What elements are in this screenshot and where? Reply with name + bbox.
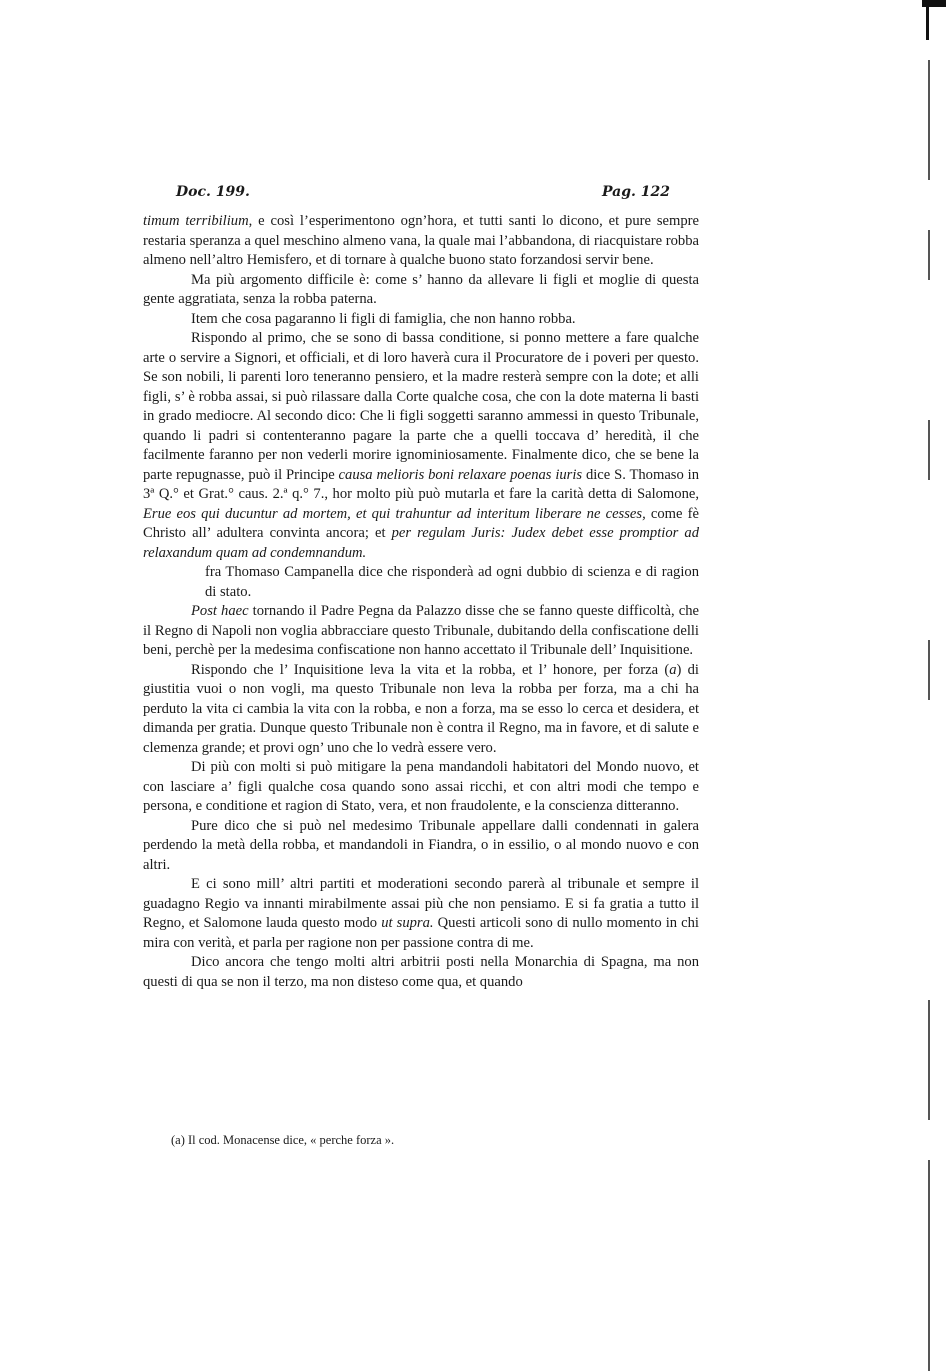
italic-text: Erue eos qui ducuntur ad mortem, et qui trahuntur ad interitum liberare ne cesses, [143, 505, 646, 522]
paragraph [143, 212, 699, 271]
paragraph [143, 661, 699, 759]
text-run: Dico ancora che tengo molti altri arbitrii posti nella Monarchia di Spagna, ma non questi di qua se non il terzo, ma non disteso come qua, et quando [143, 954, 699, 990]
text-run: Ma più argomento difficile è: come s’ hanno da allevare li figli et moglie di questa gente aggratiata, senza la robba paterna. [143, 271, 699, 307]
page-edge-binding [920, 0, 946, 1371]
text-run: Di più con molti si può mitigare la pena mandandoli habitatori del Mondo nuovo, et con lasciare a’ figli qualche cosa quando sono assai ricchi, et con altri modi che tempo e persona, e conditione et ragion di Stato, vera, et non fraudolente, e la conscienza ditteranno. [143, 759, 699, 814]
text-run: ) di giustitia vuoi o non vogli, ma questo Tribunale non leva la robba per forza, ma a chi ha perduto la vita ci cambia la vita con la robba, e non a forza, ma se esso lo cerca et desidera, et dimanda per gratia. Dunque questo Tribunale non è contra il Regno, ma in favore, et di salute e clemenza grande; et provi ogn’ uno che lo vedrà essere vero. [143, 661, 699, 756]
edge-vertical-mark [928, 1160, 930, 1371]
italic-text: Post haec [191, 603, 249, 619]
paragraph [143, 953, 699, 992]
edge-vertical-mark [928, 1000, 930, 1120]
paragraph [143, 329, 699, 563]
edge-vertical-mark [928, 420, 930, 480]
signature-paragraph [205, 563, 699, 602]
edge-vertical-mark [928, 60, 930, 180]
italic-text: ut supra. [381, 915, 434, 931]
paragraph [143, 817, 699, 876]
text-run: tornando il Padre Pegna da Palazzo disse che se fanno queste difficoltà, che il Regno di Napoli non voglia abbracciare questo Tribunale, dubitando della confiscatione delli beni, perchè per la medesima confiscatione non hanno accettato il Tribunale dell’ Inquisitione. [143, 603, 699, 658]
text-run: Pure dico che si può nel medesimo Tribunale appellare dalli condennati in galera perdendo la metà della robba, et mandandoli in Fiandra, o in essilio, o al mondo nuovo e con altri. [143, 817, 699, 873]
footnote: (a) Il cod. Monacense dice, « perche forza ». [171, 1133, 395, 1147]
edge-vertical-mark [928, 640, 930, 700]
paragraph [143, 758, 699, 817]
body-text [143, 212, 699, 992]
paragraph [143, 875, 699, 953]
page-header [176, 184, 670, 206]
italic-text: causa melioris boni relaxare poenas iuris [338, 466, 583, 483]
text-run: E ci sono mill’ altri partiti et moderationi secondo parerà al tribunale et sempre il guadagno Regio va innanti mirabilmente assai più che non pensiamo. E si fa gratia a tutto il Regno, et Salomone lauda questo modo [143, 876, 699, 931]
text-run: Item che cosa pagaranno li figli di famiglia, che non hanno robba. [191, 310, 576, 327]
italic-text: a [669, 661, 677, 678]
text-run: Rispondo che l’ Inquisitione leva la vita et la robba, et l’ honore, per forza ( [191, 661, 670, 678]
text-run: , e così l’esperimentono ogn’hora, et tutti santi lo dicono, et pure sempre restaria speranza a quel meschino almeno vana, la quale mai l’abbandona, di riacquistare robba almeno nell’altro Hemisfero, et di tornare à qualche buono stato forzandosi servir bene. [143, 213, 700, 268]
text-run: fra Thomaso Campanella dice che risponderà ad ogni dubbio di scienza e di ragion di stato. [205, 564, 699, 600]
doc-number: Doc. 199. [176, 184, 250, 200]
text-run: Questi articoli sono di nullo momento in chi mira con verità, et parla per ragione non per passione contra di me. [143, 915, 699, 951]
italic-text: timum terribilium [143, 213, 249, 229]
text-run: come fè Christo all’ adultera convinta ancora; et [143, 505, 699, 541]
paragraph [143, 310, 699, 330]
page-number: Pag. 122 [602, 184, 670, 200]
text-run: dice S. Thomaso in 3ª Q.° et Grat.° caus. 2.ª q.° 7., hor molto più può mutarla et fare la carità detta di Salomone, [143, 466, 699, 502]
paragraph [143, 602, 699, 661]
italic-text: per regulam Juris: Judex debet esse promptior ad relaxandum quam ad condemnandum. [143, 525, 699, 561]
paragraph [143, 271, 699, 310]
text-run: Rispondo al primo, che se sono di bassa conditione, si ponno mettere a fare qualche arte o servire a Signori, et officiali, et di loro haverà cura il Procuratore de i poveri per questo. Se son nobili, li parenti loro teneranno pensiero, et la madre resterà sempre con la dote; et alli figli, s’ è robba assai, si può rilassare dalla Corte qualche cosa, che con la dote materna li basti in grado mediocre. Al secondo dico: Che li figli soggetti saranno ammessi in questo Tribunale, quando li padri si contenteranno pagare la parte che a quelli toccava d’ heredità, il che facilmente faranno per non vederli morire ignominiosamente. Finalmente dico, che se bene la parte repugnasse, può il Principe [143, 330, 699, 483]
edge-vertical-mark [928, 230, 930, 280]
edge-vertical-mark [926, 0, 929, 40]
